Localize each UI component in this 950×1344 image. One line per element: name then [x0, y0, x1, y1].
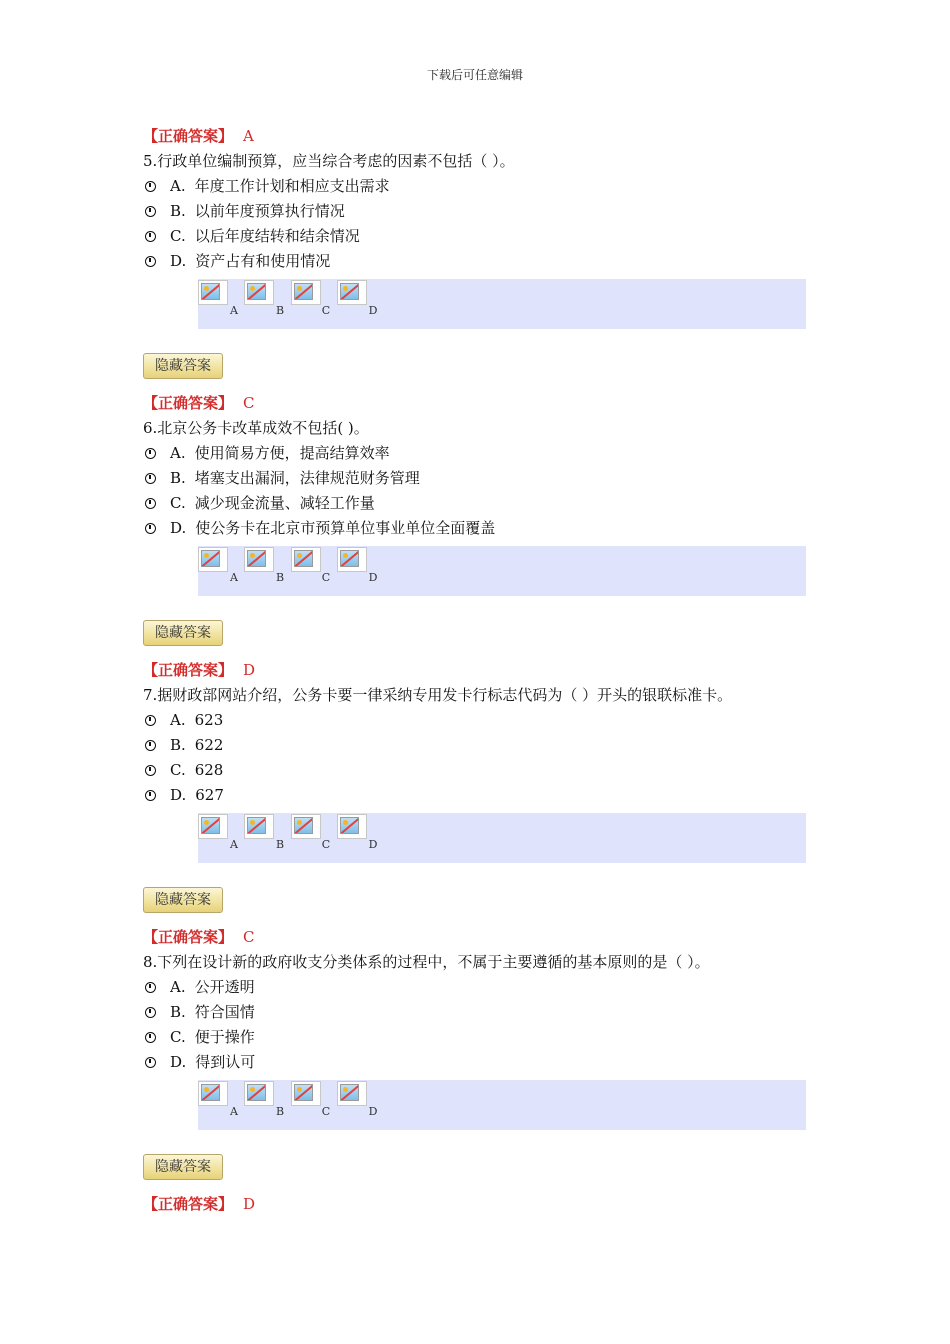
option-b[interactable] — [145, 734, 223, 756]
option-letter: A. — [170, 177, 186, 195]
image-label: C — [321, 571, 331, 584]
image-label: A — [230, 571, 238, 584]
option-c[interactable] — [145, 492, 375, 514]
hide-answer-button[interactable]: 隐藏答案 — [143, 887, 223, 913]
option-letter: D. — [170, 519, 187, 537]
option-text: 623 — [194, 711, 224, 729]
option-letter: A. — [170, 444, 186, 462]
option-b[interactable] — [145, 467, 420, 489]
option-text: 以后年度结转和结余情况 — [194, 227, 360, 245]
radio-icon[interactable] — [145, 1057, 156, 1068]
option-a[interactable] — [145, 976, 255, 998]
answer-image-panel — [198, 813, 806, 863]
radio-icon[interactable] — [145, 473, 156, 484]
image-label: A — [230, 838, 238, 851]
option-letter: C. — [170, 494, 186, 512]
option-b[interactable] — [145, 200, 345, 222]
radio-icon[interactable] — [145, 448, 156, 459]
option-c[interactable] — [145, 1026, 255, 1048]
broken-image-icon[interactable] — [198, 814, 228, 839]
answer-image-panel — [198, 279, 806, 329]
option-d[interactable] — [145, 517, 495, 539]
question-text: 7.据财政部网站介绍，公务卡要一律采纳专用发卡行标志代码为（ ）开头的银联标准卡。 — [143, 686, 733, 704]
option-letter: C. — [170, 1028, 186, 1046]
radio-icon[interactable] — [145, 498, 156, 509]
answer-value: D — [243, 1195, 256, 1213]
radio-icon[interactable] — [145, 1007, 156, 1018]
broken-image-icon[interactable] — [337, 547, 367, 572]
option-text: 公开透明 — [194, 978, 255, 996]
answer-image-panel — [198, 1080, 806, 1130]
option-letter: D. — [170, 786, 187, 804]
broken-image-icon[interactable] — [198, 280, 228, 305]
answer-label: 【正确答案】 — [143, 661, 234, 679]
broken-image-icon[interactable] — [244, 280, 274, 305]
option-text: 年度工作计划和相应支出需求 — [194, 177, 390, 195]
option-d[interactable] — [145, 1051, 255, 1073]
option-text: 628 — [194, 761, 224, 779]
radio-icon[interactable] — [145, 523, 156, 534]
option-text: 627 — [195, 786, 224, 804]
answer-label: 【正确答案】 — [143, 394, 234, 412]
radio-icon[interactable] — [145, 790, 156, 801]
option-letter: B. — [170, 469, 186, 487]
option-c[interactable] — [145, 759, 223, 781]
option-letter: D. — [170, 252, 187, 270]
image-label: B — [275, 1105, 285, 1118]
option-d[interactable] — [145, 784, 224, 806]
broken-image-icon[interactable] — [291, 1081, 321, 1106]
broken-image-icon[interactable] — [337, 280, 367, 305]
radio-icon[interactable] — [145, 256, 156, 267]
option-a[interactable] — [145, 709, 223, 731]
answer-label: 【正确答案】 — [143, 1195, 234, 1213]
radio-icon[interactable] — [145, 765, 156, 776]
broken-image-icon[interactable] — [198, 547, 228, 572]
option-letter: A. — [170, 711, 186, 729]
option-a[interactable] — [145, 175, 390, 197]
image-label: A — [230, 1105, 238, 1118]
answer-label: 【正确答案】 — [143, 127, 234, 145]
answer-label: 【正确答案】 — [143, 928, 234, 946]
correct-answer — [143, 1193, 255, 1215]
radio-icon[interactable] — [145, 231, 156, 242]
image-label: B — [275, 304, 285, 317]
broken-image-icon[interactable] — [291, 547, 321, 572]
option-letter: C. — [170, 227, 186, 245]
broken-image-icon[interactable] — [244, 1081, 274, 1106]
image-label: D — [368, 838, 378, 851]
radio-icon[interactable] — [145, 206, 156, 217]
option-text: 资产占有和使用情况 — [195, 252, 331, 270]
page-header-note: 下载后可任意编辑 — [426, 68, 523, 82]
image-label: D — [368, 571, 378, 584]
broken-image-icon[interactable] — [244, 547, 274, 572]
option-text: 使用简易方便，提高结算效率 — [194, 444, 390, 462]
option-text: 得到认可 — [195, 1053, 256, 1071]
option-text: 便于操作 — [194, 1028, 255, 1046]
radio-icon[interactable] — [145, 715, 156, 726]
option-text: 以前年度预算执行情况 — [194, 202, 345, 220]
radio-icon[interactable] — [145, 982, 156, 993]
option-letter: B. — [170, 1003, 186, 1021]
broken-image-icon[interactable] — [337, 814, 367, 839]
option-text: 减少现金流量、减轻工作量 — [194, 494, 375, 512]
option-text: 使公务卡在北京市预算单位事业单位全面覆盖 — [195, 519, 496, 537]
broken-image-icon[interactable] — [337, 1081, 367, 1106]
image-label: C — [321, 304, 331, 317]
option-d[interactable] — [145, 250, 330, 272]
answer-image-panel — [198, 546, 806, 596]
answer-value: C — [243, 394, 255, 412]
hide-answer-button[interactable]: 隐藏答案 — [143, 353, 223, 379]
option-b[interactable] — [145, 1001, 255, 1023]
hide-answer-button[interactable]: 隐藏答案 — [143, 1154, 223, 1180]
option-letter: B. — [170, 736, 186, 754]
option-letter: B. — [170, 202, 186, 220]
question-text: 5.行政单位编制预算，应当综合考虑的因素不包括（ ）。 — [143, 152, 515, 170]
answer-value: A — [243, 127, 254, 145]
image-label: C — [321, 838, 331, 851]
broken-image-icon[interactable] — [198, 1081, 228, 1106]
option-text: 堵塞支出漏洞，法律规范财务管理 — [194, 469, 420, 487]
image-label: A — [230, 304, 238, 317]
question-text: 8.下列在设计新的政府收支分类体系的过程中，不属于主要遵循的基本原则的是（ ）。 — [143, 953, 710, 971]
correct-answer — [143, 125, 254, 147]
option-letter: C. — [170, 761, 186, 779]
broken-image-icon[interactable] — [244, 814, 274, 839]
option-a[interactable] — [145, 442, 390, 464]
option-c[interactable] — [145, 225, 360, 247]
option-letter: A. — [170, 978, 186, 996]
answer-value: C — [243, 928, 255, 946]
correct-answer — [143, 659, 255, 681]
question-text: 6.北京公务卡改革成效不包括( )。 — [143, 419, 369, 437]
image-label: B — [275, 571, 285, 584]
radio-icon[interactable] — [145, 181, 156, 192]
option-letter: D. — [170, 1053, 187, 1071]
option-text: 622 — [194, 736, 224, 754]
answer-value: D — [243, 661, 256, 679]
image-label: D — [368, 1105, 378, 1118]
hide-answer-button[interactable]: 隐藏答案 — [143, 620, 223, 646]
correct-answer — [143, 392, 255, 414]
image-label: D — [368, 304, 378, 317]
correct-answer — [143, 926, 255, 948]
image-label: C — [321, 1105, 331, 1118]
broken-image-icon[interactable] — [291, 280, 321, 305]
radio-icon[interactable] — [145, 740, 156, 751]
radio-icon[interactable] — [145, 1032, 156, 1043]
broken-image-icon[interactable] — [291, 814, 321, 839]
option-text: 符合国情 — [194, 1003, 255, 1021]
image-label: B — [275, 838, 285, 851]
